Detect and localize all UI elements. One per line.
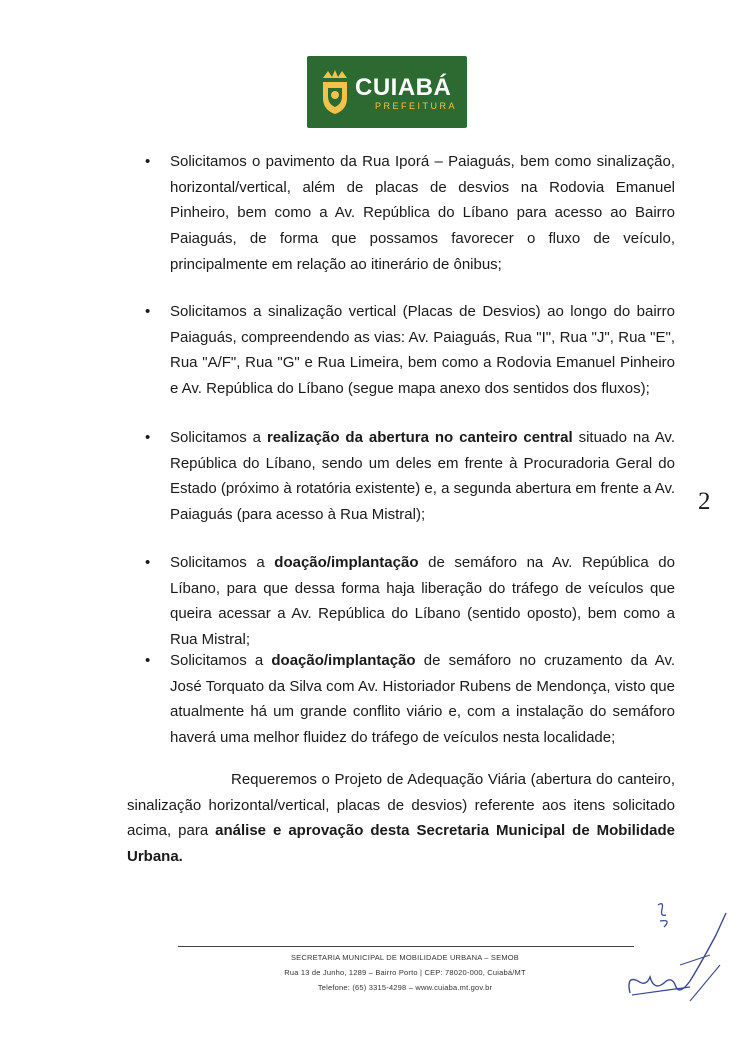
footer-line: SECRETARIA MUNICIPAL DE MOBILIDADE URBANA – SEMOB — [290, 953, 520, 962]
request-item: • Solicitamos a realização da abertura no canteiro central situado na Av. República do Líbano, sendo um deles em frente à Procuradoria Geral do Estado (próximo à rotatória existente) e, a segunda abertura em frente a Av. Paiaguás (para acesso à Rua Mistral); — [170, 425, 675, 528]
bullet-icon: • — [145, 153, 151, 170]
cuiaba-logo — [307, 56, 467, 128]
request-item: • Solicitamos a doação/implantação de semáforo na Av. República do Líbano, para que dessa forma haja liberação do tráfego de veículos que queira acessar a Av. República do Líbano (sentido oposto), bem como a Rua Mistral; — [170, 550, 675, 653]
request-item: • Solicitamos o pavimento da Rua Iporá – Paiaguás, bem como sinalização, horizontal/vertical, além de placas de desvios na Rodovia Emanuel Pinheiro, bem como a Av. República do Líbano para acesso ao Bairro Paiaguás, de forma que possamos favorecer o fluxo de veículo, principalmente em relação ao itinerário de ônibus; — [170, 149, 675, 278]
footer-divider — [178, 946, 634, 947]
logo-subtitle: PREFEITURA — [375, 101, 458, 111]
bullet-icon: • — [145, 303, 151, 320]
handwritten-signature — [620, 895, 740, 1015]
page-number: 2 — [698, 488, 711, 515]
closing-paragraph: Requeremos o Projeto de Adequação Viária (abertura do canteiro, sinalização horizontal/vertical, placas de desvios) referente aos itens solicitado acima, para análise e aprovação desta Secretaria Municipal de Mobilidade Urbana. — [127, 771, 675, 866]
bullet-icon: • — [145, 554, 151, 571]
request-item: • Solicitamos a sinalização vertical (Placas de Desvios) ao longo do bairro Paiaguás, compreendendo as vias: Av. Paiaguás, Rua "I", Rua "J", Rua "E", Rua "A/F", Rua "G" e Rua Limeira, bem como a Rodovia Emanuel Pinheiro e Av. República do Líbano (segue mapa anexo dos sentidos dos fluxos); — [170, 299, 675, 402]
bullet-icon: • — [145, 429, 151, 446]
bullet-icon: • — [145, 652, 151, 669]
footer-line: Rua 13 de Junho, 1289 – Bairro Porto | CEP: 78020-000, Cuiabá/MT — [284, 968, 526, 977]
city-crest-icon — [320, 68, 350, 116]
logo-wordmark: CUIABÁ — [355, 74, 452, 101]
footer-line: Telefone: (65) 3315-4298 – www.cuiaba.mt.gov.br — [317, 983, 493, 992]
request-item: • Solicitamos a doação/implantação de semáforo no cruzamento da Av. José Torquato da Silva com Av. Historiador Rubens de Mendonça, visto que atualmente há um grande conflito viário e, com a instalação do semáforo haverá uma melhor fluidez do tráfego de veículos nesta localidade; — [170, 648, 675, 751]
